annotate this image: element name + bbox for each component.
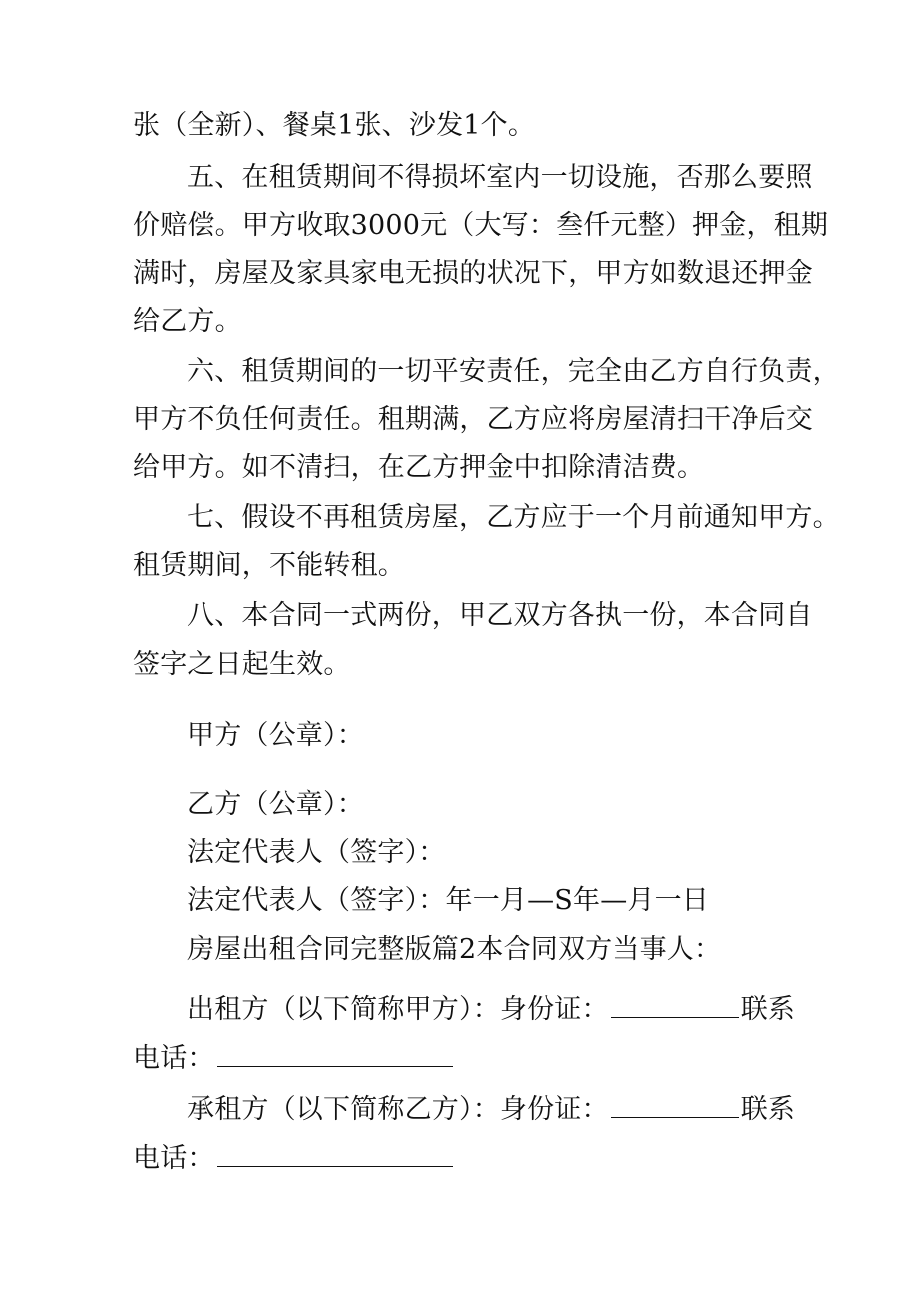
lessee-line (187, 1090, 847, 1130)
lessee-id-label: 承租方（以下简称乙方）：身份证： (187, 1094, 609, 1125)
paragraph-line: 满时，房屋及家具家电无损的状况下，甲方如数退还押金 (133, 258, 813, 289)
lessor-id-label: 出租方（以下简称甲方）：身份证： (187, 994, 609, 1025)
lessor-id-blank[interactable] (611, 993, 739, 1018)
lessee-phone-label: 电话： (133, 1143, 215, 1174)
clause-seven-line: 七、假设不再租赁房屋，乙方应于一个月前通知甲方。 (187, 502, 840, 533)
lessor-contact-label: 联系 (740, 994, 796, 1025)
lessee-contact-label: 联系 (740, 1094, 796, 1125)
paragraph-line: 给甲方。如不清扫，在乙方押金中扣除清洁费。 (133, 452, 705, 483)
clause-five-line: 五、在租赁期间不得损坏室内一切设施，否那么要照 (187, 162, 813, 193)
legal-rep-signature-label: 法定代表人（签字）： (187, 837, 446, 868)
paragraph-line: 签字之日起生效。 (133, 649, 351, 680)
lessor-phone-label: 电话： (133, 1043, 215, 1074)
paragraph-line: 甲方不负任何责任。租期满，乙方应将房屋清扫干净后交 (133, 404, 813, 435)
party-b-seal-label: 乙方（公章）： (187, 789, 364, 820)
party-a-seal-label: 甲方（公章）： (187, 720, 364, 751)
legal-rep-signature-date-label: 法定代表人（签字）：年一月—S年—月一日 (187, 885, 709, 916)
contract-section-heading: 房屋出租合同完整版篇2本合同双方当事人： (187, 934, 722, 965)
lessor-line (187, 990, 847, 1030)
clause-eight-line: 八、本合同一式两份，甲乙双方各执一份，本合同自 (187, 600, 813, 631)
paragraph-line: 张（全新）、餐桌1张、沙发1个。 (133, 110, 536, 141)
lessee-id-blank[interactable] (611, 1093, 739, 1118)
paragraph-line: 价赔偿。甲方收取3000元（大写：叁仟元整）押金，租期 (133, 210, 829, 241)
clause-six-line: 六、租赁期间的一切平安责任，完全由乙方自行负责， (187, 356, 840, 387)
lessor-phone-line (133, 1039, 793, 1079)
paragraph-line: 租赁期间，不能转租。 (133, 550, 405, 581)
lessor-phone-blank[interactable] (217, 1042, 453, 1067)
lessee-phone-line (133, 1139, 793, 1179)
paragraph-line: 给乙方。 (133, 306, 242, 337)
lessee-phone-blank[interactable] (217, 1142, 453, 1167)
